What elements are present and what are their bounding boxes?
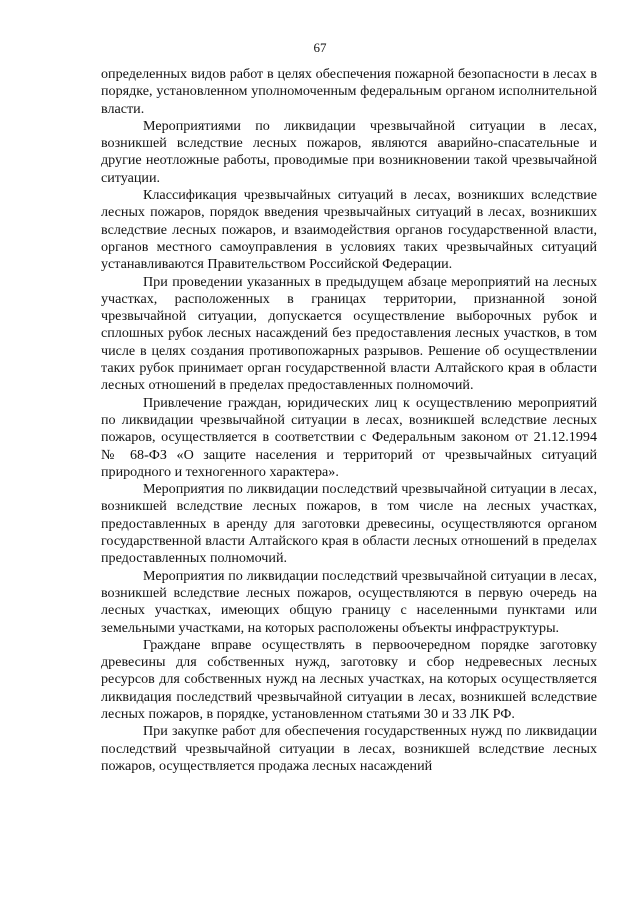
paragraph-citizen-rights: Граждане вправе осуществлять в первоочередном порядке заготовку древесины для собственных нужд, заготовку и сбор недревесных лесных ресурсов для собственных нужд на лесных участках, на которых осуществляется ликвидация последствий чрезвычайной ситуации в лесах, возникшей вследствие лесных пожаров, в порядке, установленном статьями 30 и 33 ЛК РФ. <box>101 636 597 722</box>
paragraph-classification: Классификация чрезвычайных ситуаций в лесах, возникших вследствие лесных пожаров, порядок введения чрезвычайных ситуаций в лесах, возникших вследствие лесных пожаров, и взаимодействия органов государственной власти, органов местного самоуправления в условиях таких чрезвычайных ситуаций устанавливаются Правительством Российской Федерации. <box>101 187 597 273</box>
paragraph-aftermath-liquidation: Мероприятия по ликвидации последствий чрезвычайной ситуации в лесах, возникшей вследствие лесных пожаров, в том числе на лесных участках, предоставленных в аренду для заготовки древесины, осуществляются органом государственной власти Алтайского края в области лесных отношений в пределах предоставленных полномочий. <box>101 481 597 567</box>
document-body <box>101 66 597 775</box>
paragraph-priority-areas: Мероприятия по ликвидации последствий чрезвычайной ситуации в лесах, возникшей вследствие лесных пожаров, осуществляются в первую очередь на лесных участках, имеющих общую границу с населенными пунктами или земельными участками, на которых расположены объекты инфраструктуры. <box>101 567 597 636</box>
paragraph-citizen-involvement: Привлечение граждан, юридических лиц к осуществлению мероприятий по ликвидации чрезвычайной ситуации в лесах, возникшей вследствие лесных пожаров, осуществляется в соответствии с Федеральным законом от 21.12.1994 № 68-ФЗ «О защите населения и территорий от чрезвычайных ситуаций природного и техногенного характера». <box>101 394 597 480</box>
paragraph-procurement: При закупке работ для обеспечения государственных нужд по ликвидации последствий чрезвычайной ситуации в лесах, возникшей вследствие лесных пожаров, осуществляется продажа лесных насаждений <box>101 723 597 774</box>
paragraph-felling-in-emergency-zone: При проведении указанных в предыдущем абзаце мероприятий на лесных участках, расположенных в границах территории, признанной зоной чрезвычайной ситуации, допускается осуществление выборочных рубок и сплошных рубок лесных насаждений без предоставления лесных участков, в том числе в целях создания противопожарных разрывов. Решение об осуществлении таких рубок принимает орган государственной власти Алтайского края в области лесных отношений в пределах предоставленных полномочий. <box>101 273 597 394</box>
paragraph-emergency-measures: Мероприятиями по ликвидации чрезвычайной ситуации в лесах, возникшей вследствие лесных пожаров, являются аварийно-спасательные и другие неотложные работы, проводимые при возникновении такой чрезвычайной ситуации. <box>101 117 597 186</box>
page-number: 67 <box>313 40 327 55</box>
paragraph-continuation: определенных видов работ в целях обеспечения пожарной безопасности в лесах в порядке, установленном уполномоченным федеральным органом исполнительной власти. <box>101 66 597 117</box>
